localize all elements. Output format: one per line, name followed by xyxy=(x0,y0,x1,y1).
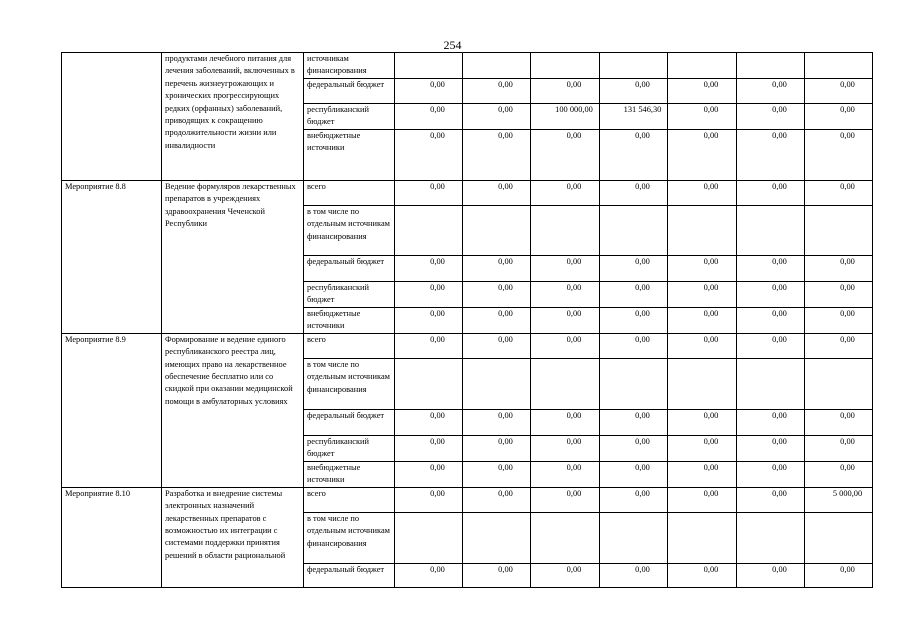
amount-value: 0,00 xyxy=(703,181,719,191)
value-cell xyxy=(463,129,531,180)
value-cell xyxy=(805,129,873,180)
value-cell xyxy=(600,281,668,307)
value-cell xyxy=(737,129,805,180)
amount-value: 0,00 xyxy=(772,256,787,266)
amount-value: 0,00 xyxy=(772,488,787,498)
value-cell xyxy=(805,307,873,333)
amount-value: 0,00 xyxy=(566,80,582,89)
value-cell xyxy=(668,409,737,435)
value-cell xyxy=(463,53,531,79)
amount-value: 0,00 xyxy=(703,105,719,114)
value-cell xyxy=(463,358,531,409)
amount-value: 0,00 xyxy=(498,282,513,292)
value-cell xyxy=(805,409,873,435)
value-cell xyxy=(668,79,737,104)
value-cell xyxy=(600,435,668,461)
amount-value: 0,00 xyxy=(498,308,513,318)
value-cell xyxy=(805,104,873,130)
amount-value: 0,00 xyxy=(566,462,582,472)
amount-value: 0,00 xyxy=(703,334,719,344)
funding-source-cell: федеральный бюджет xyxy=(304,79,395,104)
amount-value: 0,00 xyxy=(840,462,855,472)
value-cell xyxy=(395,461,463,487)
value-cell xyxy=(737,487,805,512)
funding-source-cell: всего xyxy=(304,180,395,205)
amount-value: 0,00 xyxy=(498,334,513,344)
amount-value: 0,00 xyxy=(635,410,650,420)
value-cell xyxy=(805,205,873,255)
value-cell xyxy=(600,255,668,281)
amount-value: 0,00 xyxy=(703,130,719,140)
value-cell xyxy=(737,180,805,205)
value-cell xyxy=(463,205,531,255)
table-row xyxy=(62,53,873,79)
event-cell: Мероприятие 8.8 xyxy=(62,180,162,333)
amount-value: 0,00 xyxy=(498,130,513,140)
funding-source-cell: республиканский бюджет xyxy=(304,281,395,307)
value-cell xyxy=(600,358,668,409)
amount-value: 0,00 xyxy=(498,105,513,114)
value-cell xyxy=(737,53,805,79)
amount-value: 0,00 xyxy=(703,282,719,292)
value-cell xyxy=(600,333,668,358)
value-cell xyxy=(668,281,737,307)
amount-value: 0,00 xyxy=(772,181,787,191)
amount-value: 0,00 xyxy=(430,564,445,574)
amount-value: 0,00 xyxy=(772,564,787,574)
amount-value: 0,00 xyxy=(772,334,787,344)
value-cell xyxy=(805,487,873,512)
amount-value: 0,00 xyxy=(566,308,582,318)
value-cell xyxy=(668,461,737,487)
value-cell xyxy=(805,333,873,358)
value-cell xyxy=(600,461,668,487)
amount-value: 0,00 xyxy=(498,181,513,191)
amount-value: 0,00 xyxy=(840,256,855,266)
description-cell: Разработка и внедрение системы электронных назначений лекарственных препаратов с возможностью их интеграции с системами поддержки принятия решений в области рациональной xyxy=(162,487,304,587)
value-cell xyxy=(805,358,873,409)
value-cell xyxy=(531,79,600,104)
value-cell xyxy=(805,180,873,205)
amount-value: 0,00 xyxy=(566,564,582,574)
value-cell xyxy=(668,104,737,130)
value-cell xyxy=(600,512,668,563)
value-cell xyxy=(805,435,873,461)
value-cell xyxy=(463,79,531,104)
value-cell xyxy=(463,563,531,587)
amount-value: 0,00 xyxy=(840,564,855,574)
value-cell xyxy=(395,358,463,409)
value-cell xyxy=(737,409,805,435)
amount-value: 0,00 xyxy=(772,282,787,292)
value-cell xyxy=(395,53,463,79)
amount-value: 0,00 xyxy=(430,488,445,498)
amount-value: 0,00 xyxy=(430,334,445,344)
value-cell xyxy=(395,180,463,205)
value-cell xyxy=(395,333,463,358)
value-cell xyxy=(668,129,737,180)
amount-value: 0,00 xyxy=(840,436,855,446)
value-cell xyxy=(395,255,463,281)
funding-source-cell: в том числе по отдельным источникам финансирования xyxy=(304,205,395,255)
value-cell xyxy=(531,129,600,180)
value-cell xyxy=(395,563,463,587)
value-cell xyxy=(805,512,873,563)
amount-value: 0,00 xyxy=(635,80,650,89)
funding-source-cell: республиканский бюджет xyxy=(304,435,395,461)
value-cell xyxy=(395,205,463,255)
value-cell xyxy=(668,487,737,512)
event-cell: Мероприятие 8.9 xyxy=(62,333,162,487)
amount-value: 0,00 xyxy=(635,282,650,292)
amount-value: 0,00 xyxy=(566,130,582,140)
value-cell xyxy=(600,129,668,180)
value-cell xyxy=(463,512,531,563)
amount-value: 0,00 xyxy=(703,462,719,472)
value-cell xyxy=(805,255,873,281)
amount-value: 0,00 xyxy=(635,308,650,318)
description-cell: продуктами лечебного питания для лечения заболеваний, включенных в перечень жизнеугрожающих и хронических прогрессирующих редких (орфанных) заболеваний, приводящих к сокращению продолжительности жизни или инвалидности xyxy=(162,53,304,181)
page-number: 254 xyxy=(443,38,462,52)
value-cell xyxy=(805,79,873,104)
amount-value: 0,00 xyxy=(566,256,582,266)
amount-value: 0,00 xyxy=(566,410,582,420)
value-cell xyxy=(463,461,531,487)
value-cell xyxy=(531,512,600,563)
value-cell xyxy=(737,358,805,409)
amount-value: 0,00 xyxy=(703,488,719,498)
value-cell xyxy=(463,180,531,205)
value-cell xyxy=(805,281,873,307)
amount-value: 0,00 xyxy=(635,334,650,344)
value-cell xyxy=(668,358,737,409)
amount-value: 0,00 xyxy=(772,308,787,318)
value-cell xyxy=(531,281,600,307)
value-cell xyxy=(395,79,463,104)
amount-value: 0,00 xyxy=(430,80,445,89)
value-cell xyxy=(531,461,600,487)
value-cell xyxy=(463,281,531,307)
amount-value: 0,00 xyxy=(840,282,855,292)
funding-source-cell: федеральный бюджет xyxy=(304,409,395,435)
amount-value: 0,00 xyxy=(703,436,719,446)
description-cell: Ведение формуляров лекарственных препаратов в учреждениях здравоохранения Чеченской Республики xyxy=(162,180,304,333)
table-row xyxy=(62,487,873,512)
value-cell xyxy=(668,512,737,563)
value-cell xyxy=(805,461,873,487)
value-cell xyxy=(737,255,805,281)
value-cell xyxy=(600,563,668,587)
value-cell xyxy=(463,487,531,512)
value-cell xyxy=(737,307,805,333)
financing-table xyxy=(61,52,873,588)
funding-source-cell: в том числе по отдельным источникам финансирования xyxy=(304,512,395,563)
funding-source-cell: внебюджетные источники xyxy=(304,461,395,487)
amount-value: 0,00 xyxy=(635,462,650,472)
value-cell xyxy=(668,435,737,461)
value-cell xyxy=(737,205,805,255)
value-cell xyxy=(668,255,737,281)
value-cell xyxy=(737,461,805,487)
amount-value: 0,00 xyxy=(430,130,445,140)
value-cell xyxy=(737,512,805,563)
funding-source-cell: всего xyxy=(304,333,395,358)
amount-value: 0,00 xyxy=(498,436,513,446)
amount-value: 0,00 xyxy=(840,80,855,89)
value-cell xyxy=(395,512,463,563)
funding-source-cell: республиканский бюджет xyxy=(304,104,395,130)
value-cell xyxy=(668,333,737,358)
value-cell xyxy=(395,104,463,130)
amount-value: 0,00 xyxy=(430,410,445,420)
amount-value: 0,00 xyxy=(498,462,513,472)
amount-value: 0,00 xyxy=(772,436,787,446)
value-cell xyxy=(463,333,531,358)
amount-value: 0,00 xyxy=(566,334,582,344)
amount-value: 0,00 xyxy=(703,410,719,420)
value-cell xyxy=(531,409,600,435)
value-cell xyxy=(463,255,531,281)
amount-value: 0,00 xyxy=(840,130,855,140)
value-cell xyxy=(531,255,600,281)
value-cell xyxy=(531,180,600,205)
value-cell xyxy=(737,79,805,104)
value-cell xyxy=(463,409,531,435)
amount-value: 0,00 xyxy=(566,488,582,498)
amount-value: 0,00 xyxy=(566,436,582,446)
funding-source-cell: внебюджетные источники xyxy=(304,129,395,180)
value-cell xyxy=(395,129,463,180)
funding-source-cell: источникам финансирования xyxy=(304,53,395,79)
amount-value: 0,00 xyxy=(772,105,787,114)
amount-value: 0,00 xyxy=(498,488,513,498)
funding-source-cell: всего xyxy=(304,487,395,512)
description-cell: Формирование и ведение единого республиканского реестра лиц, имеющих право на лекарственное обеспечение бесплатно или со скидкой при оказании медицинской помощи в амбулаторных условиях xyxy=(162,333,304,487)
amount-value: 131 546,30 xyxy=(623,105,662,114)
value-cell xyxy=(463,435,531,461)
amount-value: 0,00 xyxy=(430,181,445,191)
value-cell xyxy=(531,435,600,461)
event-cell xyxy=(62,53,162,181)
amount-value: 0,00 xyxy=(703,564,719,574)
table-row xyxy=(62,333,873,358)
funding-source-cell: федеральный бюджет xyxy=(304,255,395,281)
amount-value: 0,00 xyxy=(498,80,513,89)
amount-value: 0,00 xyxy=(840,105,855,114)
value-cell xyxy=(805,53,873,79)
funding-source-cell: внебюджетные источники xyxy=(304,307,395,333)
value-cell xyxy=(805,563,873,587)
amount-value: 0,00 xyxy=(430,436,445,446)
amount-value: 0,00 xyxy=(703,256,719,266)
amount-value: 0,00 xyxy=(430,256,445,266)
value-cell xyxy=(531,53,600,79)
amount-value: 0,00 xyxy=(772,80,787,89)
value-cell xyxy=(668,180,737,205)
amount-value: 0,00 xyxy=(498,564,513,574)
amount-value: 0,00 xyxy=(635,436,650,446)
value-cell xyxy=(737,333,805,358)
value-cell xyxy=(737,281,805,307)
value-cell xyxy=(531,563,600,587)
value-cell xyxy=(395,307,463,333)
value-cell xyxy=(600,409,668,435)
value-cell xyxy=(737,563,805,587)
amount-value: 0,00 xyxy=(840,410,855,420)
value-cell xyxy=(737,104,805,130)
value-cell xyxy=(531,358,600,409)
value-cell xyxy=(600,180,668,205)
value-cell xyxy=(600,205,668,255)
amount-value: 0,00 xyxy=(635,256,650,266)
amount-value: 0,00 xyxy=(703,308,719,318)
amount-value: 0,00 xyxy=(498,256,513,266)
value-cell xyxy=(668,53,737,79)
amount-value: 0,00 xyxy=(772,130,787,140)
value-cell xyxy=(531,487,600,512)
amount-value: 0,00 xyxy=(430,105,445,114)
value-cell xyxy=(600,487,668,512)
value-cell xyxy=(531,333,600,358)
value-cell xyxy=(600,79,668,104)
amount-value: 0,00 xyxy=(635,130,650,140)
funding-source-cell: федеральный бюджет xyxy=(304,563,395,587)
amount-value: 100 000,00 xyxy=(555,105,593,114)
amount-value: 0,00 xyxy=(703,80,719,89)
value-cell xyxy=(737,435,805,461)
value-cell xyxy=(395,409,463,435)
value-cell xyxy=(600,53,668,79)
value-cell xyxy=(600,307,668,333)
funding-source-cell: в том числе по отдельным источникам финансирования xyxy=(304,358,395,409)
amount-value: 0,00 xyxy=(498,410,513,420)
value-cell xyxy=(531,307,600,333)
value-cell xyxy=(531,104,600,130)
amount-value: 0,00 xyxy=(566,181,582,191)
amount-value: 0,00 xyxy=(430,462,445,472)
value-cell xyxy=(600,104,668,130)
amount-value: 0,00 xyxy=(635,181,650,191)
amount-value: 0,00 xyxy=(566,282,582,292)
value-cell xyxy=(395,487,463,512)
amount-value: 0,00 xyxy=(840,308,855,318)
value-cell xyxy=(395,435,463,461)
value-cell xyxy=(668,205,737,255)
value-cell xyxy=(668,307,737,333)
amount-value: 0,00 xyxy=(635,488,650,498)
table-row xyxy=(62,180,873,205)
value-cell xyxy=(395,281,463,307)
amount-value: 5 000,00 xyxy=(832,488,863,498)
amount-value: 0,00 xyxy=(840,181,855,191)
value-cell xyxy=(668,563,737,587)
amount-value: 0,00 xyxy=(840,334,855,344)
value-cell xyxy=(531,205,600,255)
amount-value: 0,00 xyxy=(772,410,787,420)
value-cell xyxy=(463,104,531,130)
amount-value: 0,00 xyxy=(772,462,787,472)
value-cell xyxy=(463,307,531,333)
event-cell: Мероприятие 8.10 xyxy=(62,487,162,587)
amount-value: 0,00 xyxy=(430,282,445,292)
amount-value: 0,00 xyxy=(635,564,650,574)
amount-value: 0,00 xyxy=(430,308,445,318)
